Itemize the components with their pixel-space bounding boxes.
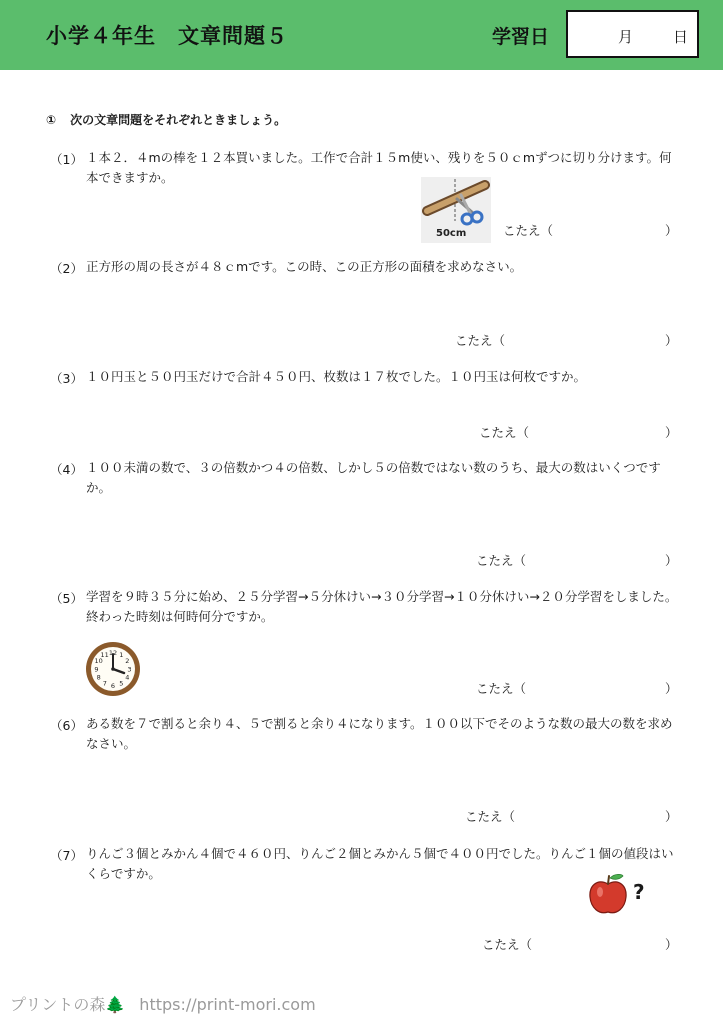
question-number: （7）	[50, 848, 83, 863]
answer-close: ）	[665, 333, 678, 348]
clock-number: 7	[102, 679, 107, 688]
clock-illustration	[84, 640, 142, 702]
question-mark: ?	[633, 880, 645, 904]
clock-number: 3	[127, 665, 132, 674]
question-number: （1）	[50, 152, 83, 167]
answer-close: ）	[665, 553, 678, 568]
clock-number: 8	[96, 673, 101, 682]
question-text: ある数を７で割ると余り４、５で割ると余り４になります。１００以下でそのような数の最大の数を求めなさい。	[86, 716, 673, 751]
question-text: １００未満の数で、３の倍数かつ４の倍数、しかし５の倍数ではない数のうち、最大の数はいくつですか。	[86, 460, 661, 495]
answer-line[interactable]	[476, 679, 678, 697]
answer-line[interactable]	[455, 331, 678, 349]
question-number: （5）	[50, 591, 83, 606]
answer-label: こたえ（	[482, 937, 533, 952]
answer-line[interactable]	[503, 221, 678, 239]
question-text: 学習を９時３５分に始め、２５分学習→５分休けい→３０分学習→１０分休けい→２０分学習をしました。終わった時刻は何時何分ですか。	[86, 589, 678, 624]
answer-label: こたえ（	[465, 809, 516, 824]
clock-number: 9	[94, 665, 99, 674]
question-text: １本２．４mの棒を１２本買いました。工作で合計１５m使い、残りを５０ｃmずつに切り分けます。何本できますか。	[86, 150, 672, 185]
day-label: 日	[673, 28, 689, 46]
clock-number: 6	[110, 681, 116, 690]
stick-scissors-illustration	[421, 177, 491, 243]
question-number: （6）	[50, 718, 83, 733]
clock-number: 1	[119, 651, 124, 659]
answer-label: こたえ（	[476, 681, 527, 696]
question-text: １０円玉と５０円玉だけで合計４５０円、枚数は１７枚でした。１０円玉は何枚ですか。	[86, 369, 587, 384]
footer	[10, 992, 316, 1015]
answer-close: ）	[665, 425, 678, 440]
question-number: （2）	[50, 261, 83, 276]
answer-line[interactable]	[479, 423, 678, 441]
instruction	[46, 111, 286, 128]
question-number: （4）	[50, 462, 83, 477]
month-label: 月	[618, 28, 634, 46]
study-date-box[interactable]	[566, 10, 699, 58]
answer-close: ）	[665, 809, 678, 824]
site-name: プリントの森🌲	[10, 995, 126, 1014]
clock-number: 2	[125, 657, 130, 666]
answer-label: こたえ（	[476, 553, 527, 568]
apple-illustration	[587, 872, 629, 920]
apple-icon	[587, 872, 629, 916]
clock-number: 11	[100, 651, 109, 659]
stick-length-label: 50cm	[436, 228, 467, 239]
scissors-icon	[421, 177, 491, 243]
study-date-label: 学習日	[492, 26, 550, 48]
question-text: りんご３個とみかん４個で４６０円、りんご２個とみかん５個で４００円でした。りんご１個の値段はいくらですか。	[86, 846, 674, 881]
instruction-number: ①	[46, 113, 57, 127]
page-title: 小学４年生 文章問題５	[46, 24, 288, 48]
site-url[interactable]: https://print-mori.com	[139, 995, 316, 1014]
header-bar	[0, 0, 723, 70]
clock-number: 10	[94, 657, 103, 666]
clock-icon	[84, 640, 142, 698]
answer-label: こたえ（	[455, 333, 506, 348]
answer-line[interactable]	[465, 807, 678, 825]
clock-number: 4	[125, 673, 130, 682]
instruction-text: 次の文章問題をそれぞれときましょう。	[70, 113, 287, 127]
answer-close: ）	[665, 681, 678, 696]
question-text: 正方形の周の長さが４８ｃmです。この時、この正方形の面積を求めなさい。	[86, 259, 523, 274]
clock-number: 12	[108, 648, 118, 657]
answer-line[interactable]	[482, 935, 678, 953]
clock-number: 5	[119, 679, 124, 688]
answer-label: こたえ（	[479, 425, 530, 440]
answer-close: ）	[665, 937, 678, 952]
answer-close: ）	[665, 223, 678, 238]
answer-label: こたえ（	[503, 223, 554, 238]
question-number: （3）	[50, 371, 83, 386]
answer-line[interactable]	[476, 551, 678, 569]
